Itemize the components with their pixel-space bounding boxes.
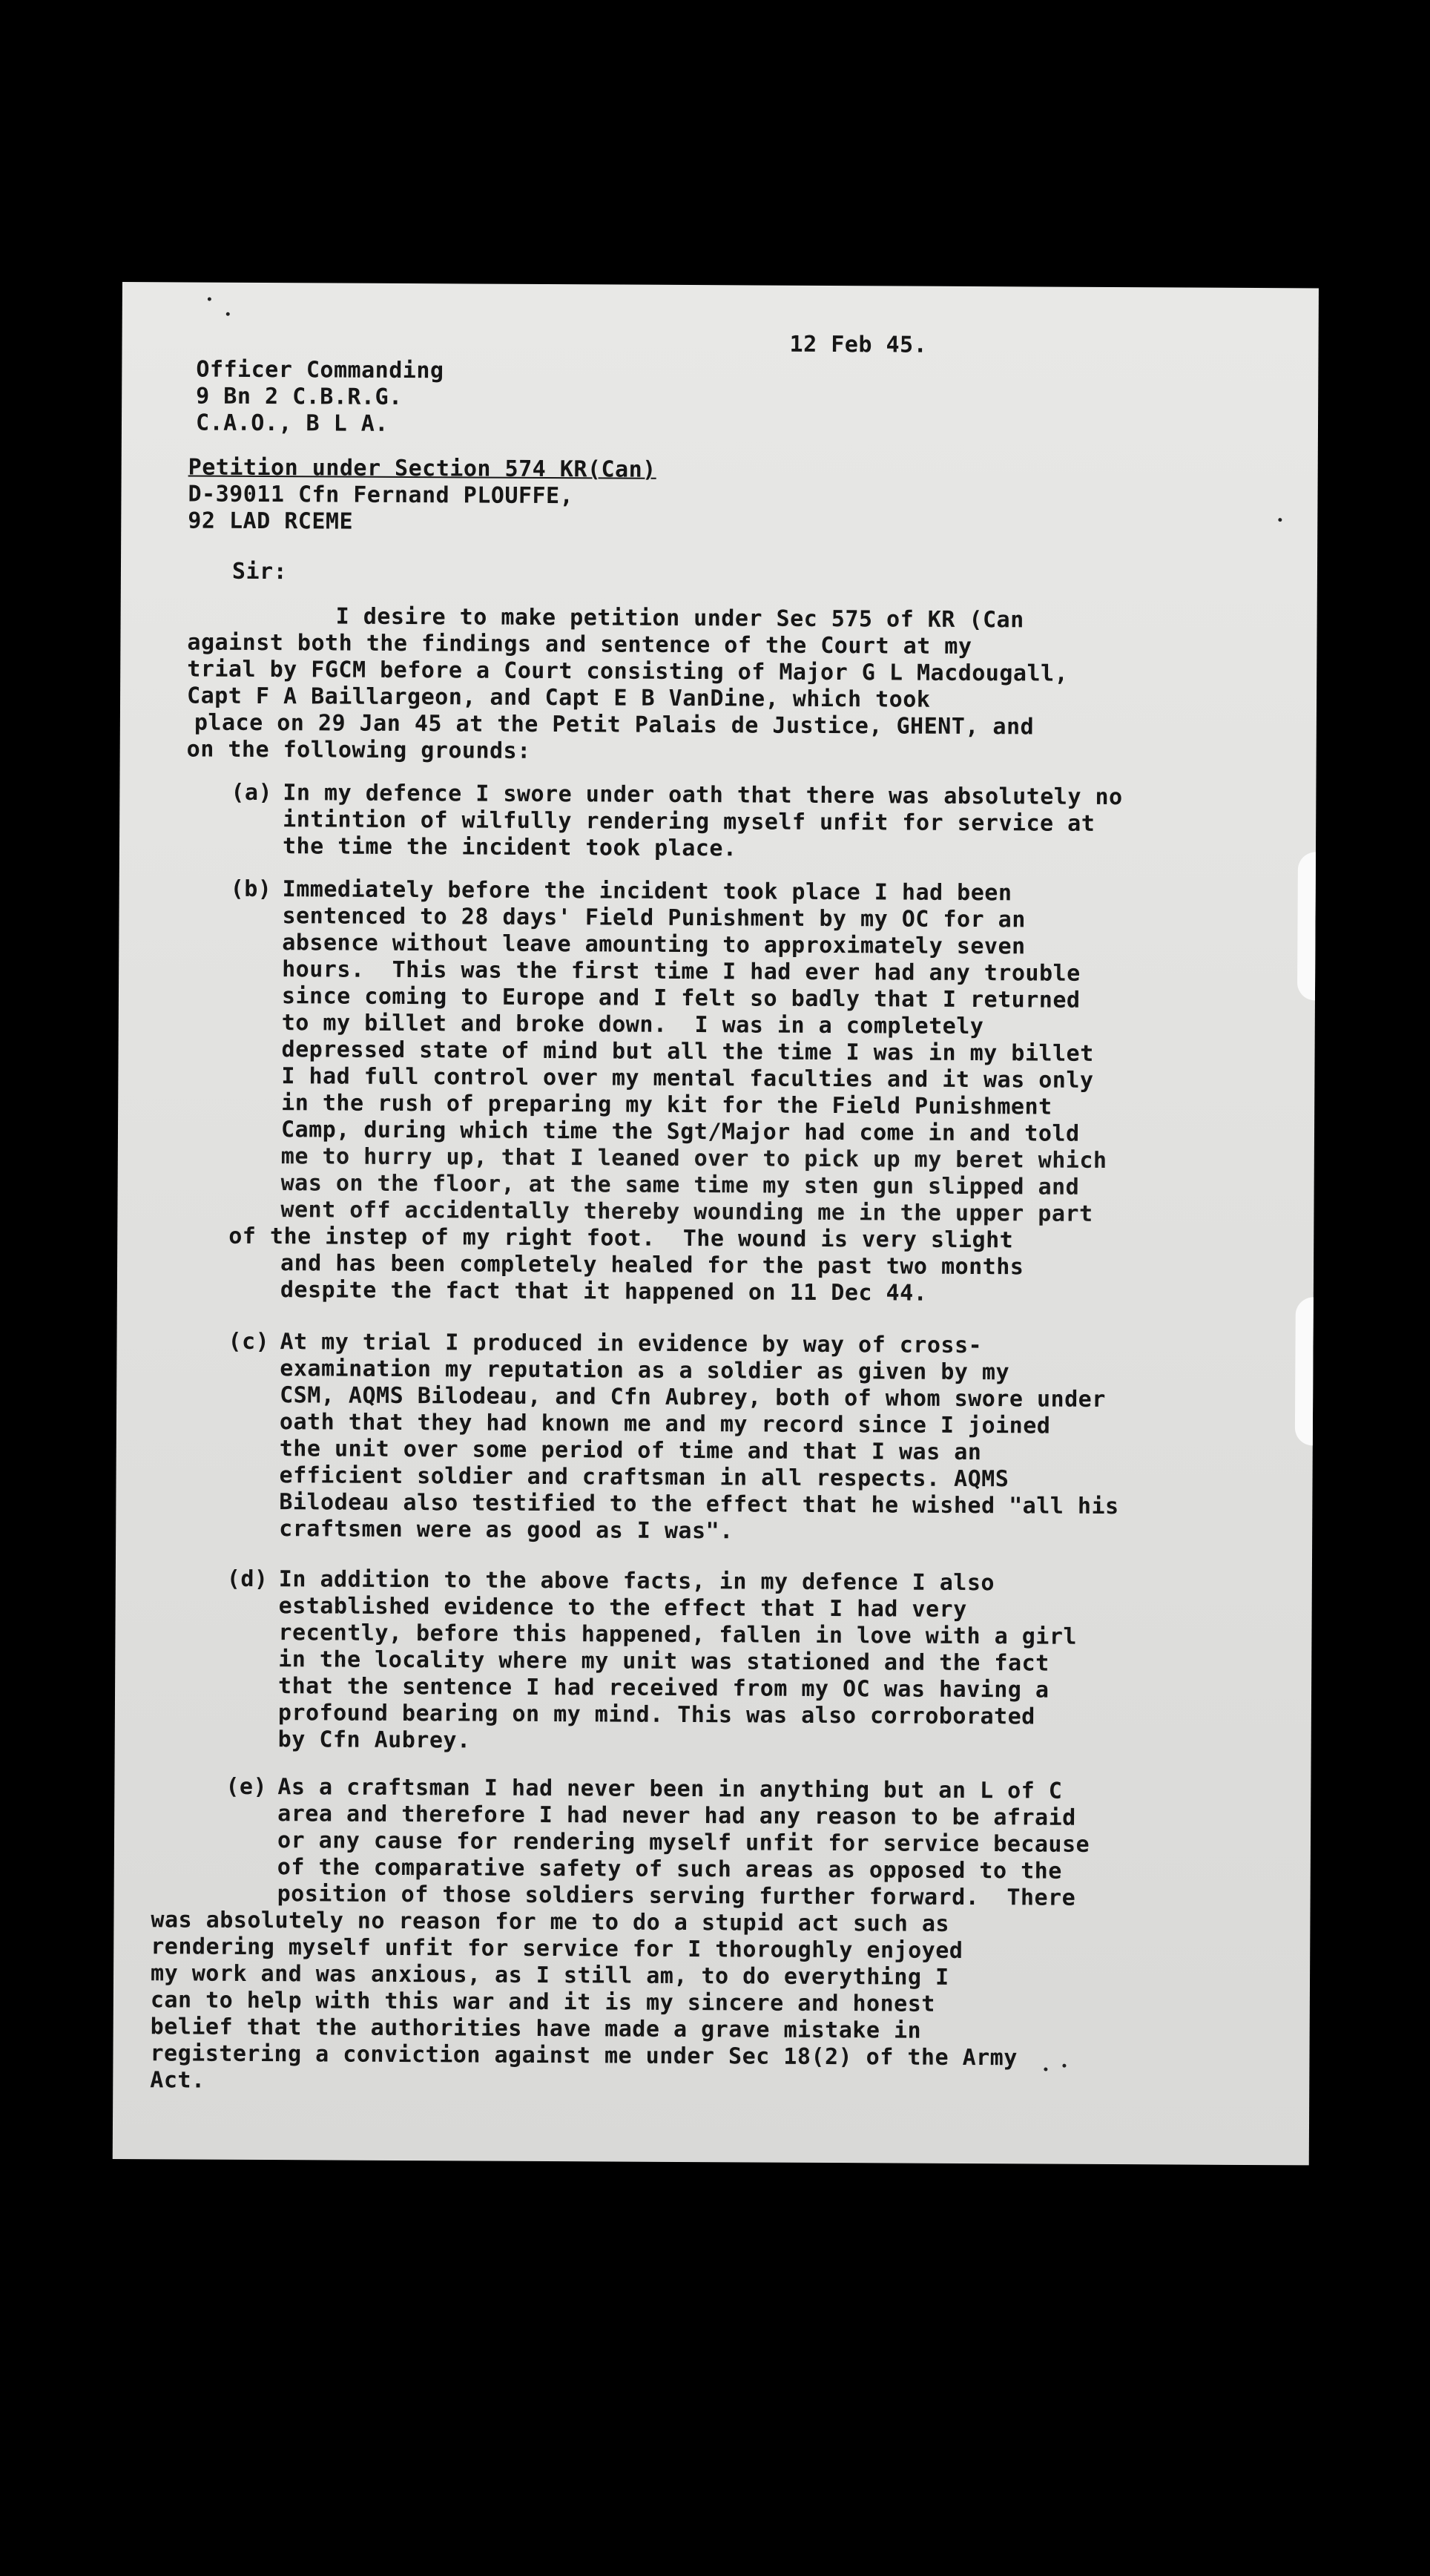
ink-speck xyxy=(208,298,211,301)
item-line: depressed state of mind but all the time I was in my billet xyxy=(281,1036,1094,1067)
item-line: rendering myself unfit for service for I thoroughly enjoyed xyxy=(151,1933,963,1964)
item-line: As a craftsman I had never been in anything but an L of C xyxy=(277,1774,1063,1804)
item-line: profound bearing on my mind. This was also corroborated xyxy=(277,1700,1035,1730)
item-line: Camp, during which time the Sgt/Major had come in and told xyxy=(280,1117,1080,1147)
item-line: efficient soldier and craftsman in all respects. AQMS xyxy=(279,1462,1009,1493)
item-line: Act. xyxy=(150,2067,205,2094)
intro-line: on the following grounds: xyxy=(186,736,531,764)
ink-speck xyxy=(1278,518,1282,522)
item-line: of the comparative safety of such areas as opposed to the xyxy=(277,1854,1062,1885)
item-line: examination my reputation as a soldier as given by my xyxy=(280,1356,1010,1386)
item-line: absence without leave amounting to approximately seven xyxy=(282,930,1026,960)
item-line: In my defence I swore under oath that there was absolutely no xyxy=(283,780,1123,811)
ink-speck xyxy=(1044,2068,1047,2071)
item-line: by Cfn Aubrey. xyxy=(277,1726,471,1754)
item-line: oath that they had known me and my record since I joined xyxy=(279,1409,1051,1439)
item-line: the time the incident took place. xyxy=(282,833,737,862)
intro-line: trial by FGCM before a Court consisting of Major G L Macdougall, xyxy=(187,656,1069,687)
item-line: and has been completely healed for the past two months xyxy=(280,1250,1024,1281)
item-label: (a) xyxy=(231,779,273,806)
intro-paragraph xyxy=(187,602,1069,767)
item-line: craftsmen were as good as I was". xyxy=(279,1516,734,1545)
item-line: went off accidentally thereby wounding me in the upper part xyxy=(280,1197,1093,1227)
item-label: (c) xyxy=(228,1328,270,1356)
item-line: can to help with this war and it is my sincere and honest xyxy=(150,1987,935,2017)
item-line: in the rush of preparing my kit for the Field Punishment xyxy=(281,1090,1052,1120)
item-line: I had full control over my mental faculties and it was only xyxy=(281,1063,1094,1094)
item-label: (d) xyxy=(226,1565,268,1593)
item-line: Bilodeau also testified to the effect that he wished "all his xyxy=(279,1489,1119,1520)
item-line: hours. This was the first time I had ever had any trouble xyxy=(282,956,1081,987)
item-label: (e) xyxy=(225,1773,268,1801)
item-line: since coming to Europe and I felt so badly that I returned xyxy=(281,983,1081,1013)
item-line: registering a conviction against me under Sec 18(2) of the Army xyxy=(150,2040,1018,2071)
item-line: intintion of wilfully rendering myself unfit for service at xyxy=(283,806,1095,837)
subject-line-2: D-39011 Cfn Fernand PLOUFFE, xyxy=(188,481,574,510)
letter-date: 12 Feb 45. xyxy=(789,331,928,358)
salutation: Sir: xyxy=(231,558,288,585)
recipient-line-2: 9 Bn 2 C.B.R.G. xyxy=(196,383,403,410)
item-line: despite the fact that it happened on 11 Dec 44. xyxy=(280,1277,928,1307)
intro-line: place on 29 Jan 45 at the Petit Palais de Justice, GHENT, and xyxy=(194,709,1035,740)
item-line: to my billet and broke down. I was in a completely xyxy=(281,1010,984,1040)
subject-line-1: Petition under Section 574 KR(Can) xyxy=(188,454,656,483)
item-line: At my trial I produced in evidence by way of cross- xyxy=(280,1329,983,1359)
page-edge-mark xyxy=(1297,852,1316,1000)
item-line: established evidence to the effect that I had very xyxy=(278,1593,967,1623)
document-page xyxy=(113,282,1319,2165)
item-line: In addition to the above facts, in my defence I also xyxy=(278,1566,995,1597)
recipient-line-3: C.A.O., B L A. xyxy=(195,410,389,437)
item-line: belief that the authorities have made a grave mistake in xyxy=(150,2014,922,2044)
item-line: area and therefore I had never had any reason to be afraid xyxy=(277,1801,1076,1831)
item-line: position of those soldiers serving further forward. There xyxy=(277,1881,1076,1911)
intro-line: against both the findings and sentence of the Court at my xyxy=(187,629,972,660)
intro-line: I desire to make petition under Sec 575 of KR (Can xyxy=(335,603,1024,634)
page-edge-mark xyxy=(1295,1297,1314,1445)
item-line: or any cause for rendering myself unfit for service because xyxy=(277,1827,1090,1858)
item-label: (b) xyxy=(230,875,272,903)
item-line: me to hurry up, that I leaned over to pick up my beret which xyxy=(280,1143,1107,1174)
subject-line-3: 92 LAD RCEME xyxy=(188,507,354,535)
ink-speck xyxy=(226,312,230,316)
item-line: CSM, AQMS Bilodeau, and Cfn Aubrey, both of whom swore under xyxy=(280,1382,1106,1413)
ink-speck xyxy=(1062,2064,1066,2068)
recipient-line-1: Officer Commanding xyxy=(196,356,444,384)
item-line: of the instep of my right foot. The wound is very slight xyxy=(228,1223,1014,1254)
item-line: that the sentence I had received from my OC was having a xyxy=(278,1673,1050,1703)
intro-line: Capt F A Baillargeon, and Capt E B VanDine, which took xyxy=(186,683,931,713)
item-line: was on the floor, at the same time my sten gun slipped and xyxy=(280,1170,1080,1200)
item-line: in the locality where my unit was stationed and the fact xyxy=(278,1646,1050,1677)
item-line: was absolutely no reason for me to do a stupid act such as xyxy=(151,1907,950,1937)
item-line: Immediately before the incident took place I had been xyxy=(282,876,1012,907)
item-line: the unit over some period of time and that I was an xyxy=(279,1436,982,1466)
item-line: my work and was anxious, as I still am, to do everything I xyxy=(150,1960,949,1991)
item-line: sentenced to 28 days' Field Punishment by my OC for an xyxy=(282,903,1026,933)
item-line: recently, before this happened, fallen in love with a girl xyxy=(278,1620,1078,1650)
